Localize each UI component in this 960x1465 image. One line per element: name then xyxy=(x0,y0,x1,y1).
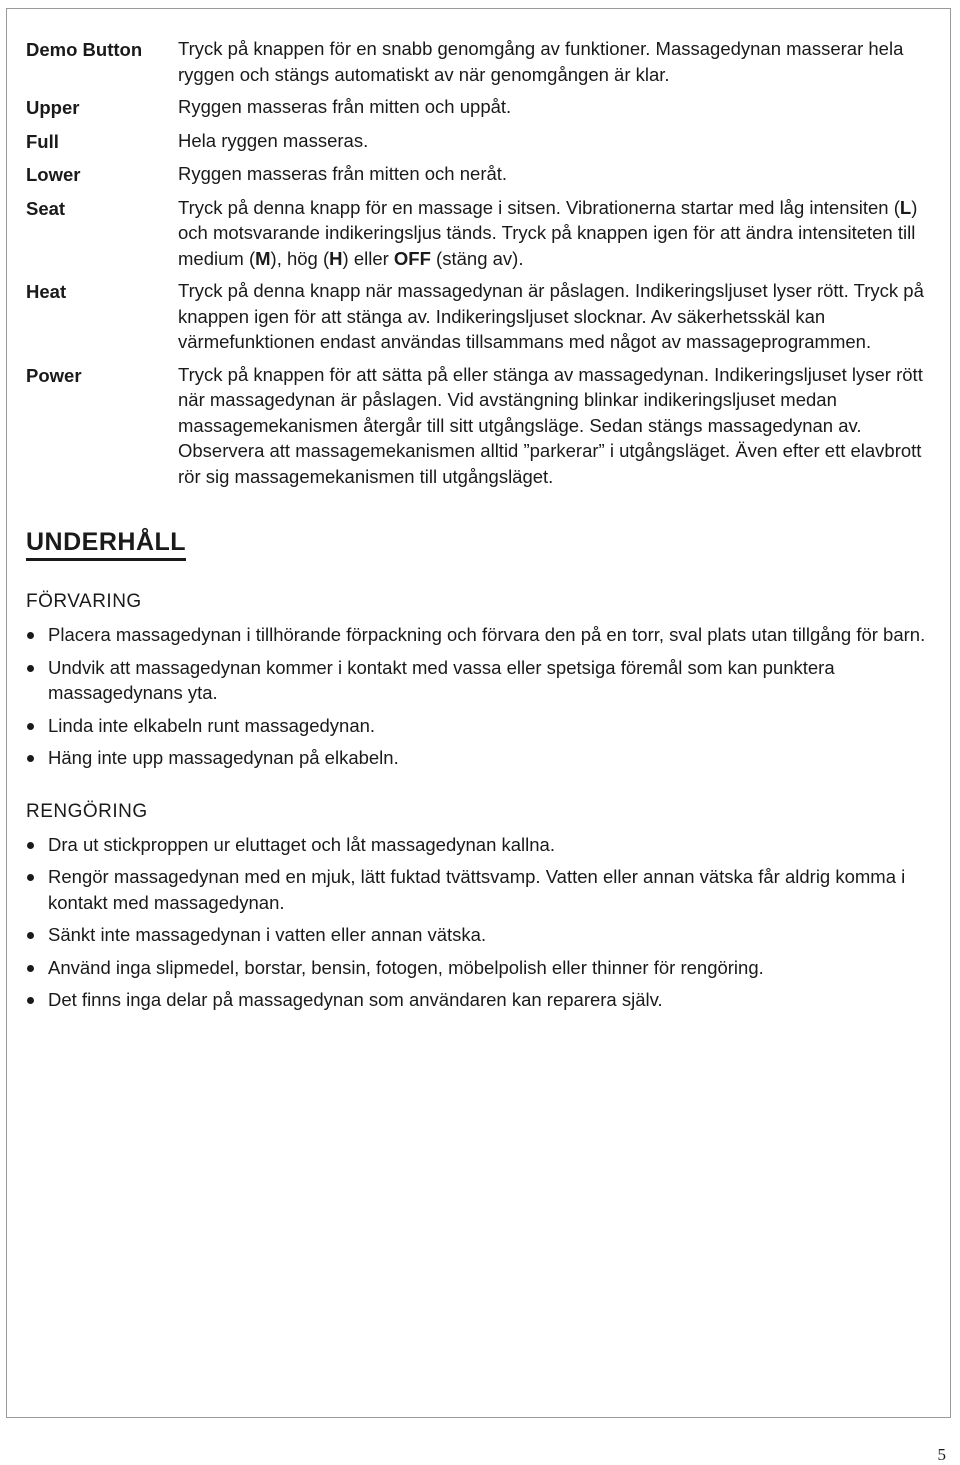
text-run: Ryggen masseras från mitten och neråt. xyxy=(178,163,508,184)
cleaning-title: RENGÖRING xyxy=(26,800,148,822)
function-row xyxy=(26,278,938,362)
list-item: Dra ut stickproppen ur eluttaget och låt massagedynan kallna. xyxy=(26,832,938,858)
text-run: Tryck på knappen för att sätta på eller stänga av massagedynan. Indikeringsljuset lyser rött när massagedynan är påslagen. Vid avstängning blinkar indikeringsljuset medan massagemekanismen återgår till sitt utgångsläge. Sedan stängs massagedynan av. Observera att massagemekanismen alltid ”parkerar” i utgångsläget. Även efter ett elavbrott rör sig massagemekanismen till utgångsläget. xyxy=(178,363,923,487)
function-key: Upper xyxy=(26,97,80,118)
function-description xyxy=(178,36,938,94)
list-item: Det finns inga delar på massagedynan som användaren kan reparera själv. xyxy=(26,987,938,1013)
text-run: Tryck på knappen för en snabb genomgång av funktioner. Massagedynan masserar hela ryggen och stängs automatiskt av när genomgången är klar. xyxy=(178,38,904,85)
bold-text: L xyxy=(899,196,912,218)
list-item: Sänkt inte massagedynan i vatten eller annan vätska. xyxy=(26,922,938,948)
list-item: Använd inga slipmedel, borstar, bensin, fotogen, möbelpolish eller thinner för rengöring. xyxy=(26,955,938,981)
list-item: Placera massagedynan i tillhörande förpackning och förvara den på en torr, sval plats utan tillgång för barn. xyxy=(26,622,938,648)
text-run: Hela ryggen masseras. xyxy=(178,129,369,151)
text-run: Tryck på denna knapp för en massage i sitsen. Vibrationerna startar med låg intensiten ( xyxy=(178,196,900,218)
text-run: ) och motsvarande indikeringsljus tänds. Tryck på knappen igen för att ändra intensiteten till medium ( xyxy=(178,196,918,269)
page-number: 5 xyxy=(937,1445,946,1464)
function-key: Lower xyxy=(26,164,81,185)
function-key: Power xyxy=(26,364,82,386)
text-run: ), hög ( xyxy=(270,247,330,269)
storage-title: FÖRVARING xyxy=(26,591,142,612)
bold-text: M xyxy=(255,247,271,269)
function-row xyxy=(26,161,938,195)
function-description xyxy=(178,128,938,162)
function-key: Full xyxy=(26,130,59,152)
function-description xyxy=(178,195,938,279)
function-description xyxy=(178,278,938,362)
function-description xyxy=(178,161,938,195)
function-description xyxy=(178,362,938,497)
maintenance-title: UNDERHÅLL xyxy=(26,528,186,561)
function-row xyxy=(26,36,938,94)
page-content xyxy=(26,36,941,1020)
list-item: Linda inte elkabeln runt massagedynan. xyxy=(26,713,938,739)
text-run: ) eller xyxy=(342,247,394,269)
function-row xyxy=(26,362,938,497)
list-item: Undvik att massagedynan kommer i kontakt med vassa eller spetsiga föremål som kan punktera massagedynans yta. xyxy=(26,655,938,706)
bold-text: H xyxy=(329,247,343,269)
function-key: Seat xyxy=(26,197,66,219)
list-item: Rengör massagedynan med en mjuk, lätt fuktad tvättsvamp. Vatten eller annan vätska får aldrig komma i kontakt med massagedynan. xyxy=(26,864,938,915)
function-row xyxy=(26,94,938,128)
bold-text: OFF xyxy=(393,247,431,269)
function-key: Heat xyxy=(26,281,67,302)
function-table xyxy=(26,36,938,496)
function-row xyxy=(26,128,938,162)
text-run: (stäng av). xyxy=(430,247,524,269)
list-item: Häng inte upp massagedynan på elkabeln. xyxy=(26,745,938,771)
function-row xyxy=(26,195,938,279)
function-description xyxy=(178,94,938,128)
cleaning-list xyxy=(26,832,941,1013)
storage-list xyxy=(26,622,941,771)
function-key: Demo Button xyxy=(26,39,143,60)
text-run: Ryggen masseras från mitten och uppåt. xyxy=(178,96,512,117)
text-run: Tryck på denna knapp när massagedynan är påslagen. Indikeringsljuset lyser rött. Tryck på knappen igen för att stänga av. Indikeringsljuset slocknar. Av säkerhetsskäl kan värmefunktionen endast användas tillsammans med något av massageprogrammen. xyxy=(178,280,924,352)
